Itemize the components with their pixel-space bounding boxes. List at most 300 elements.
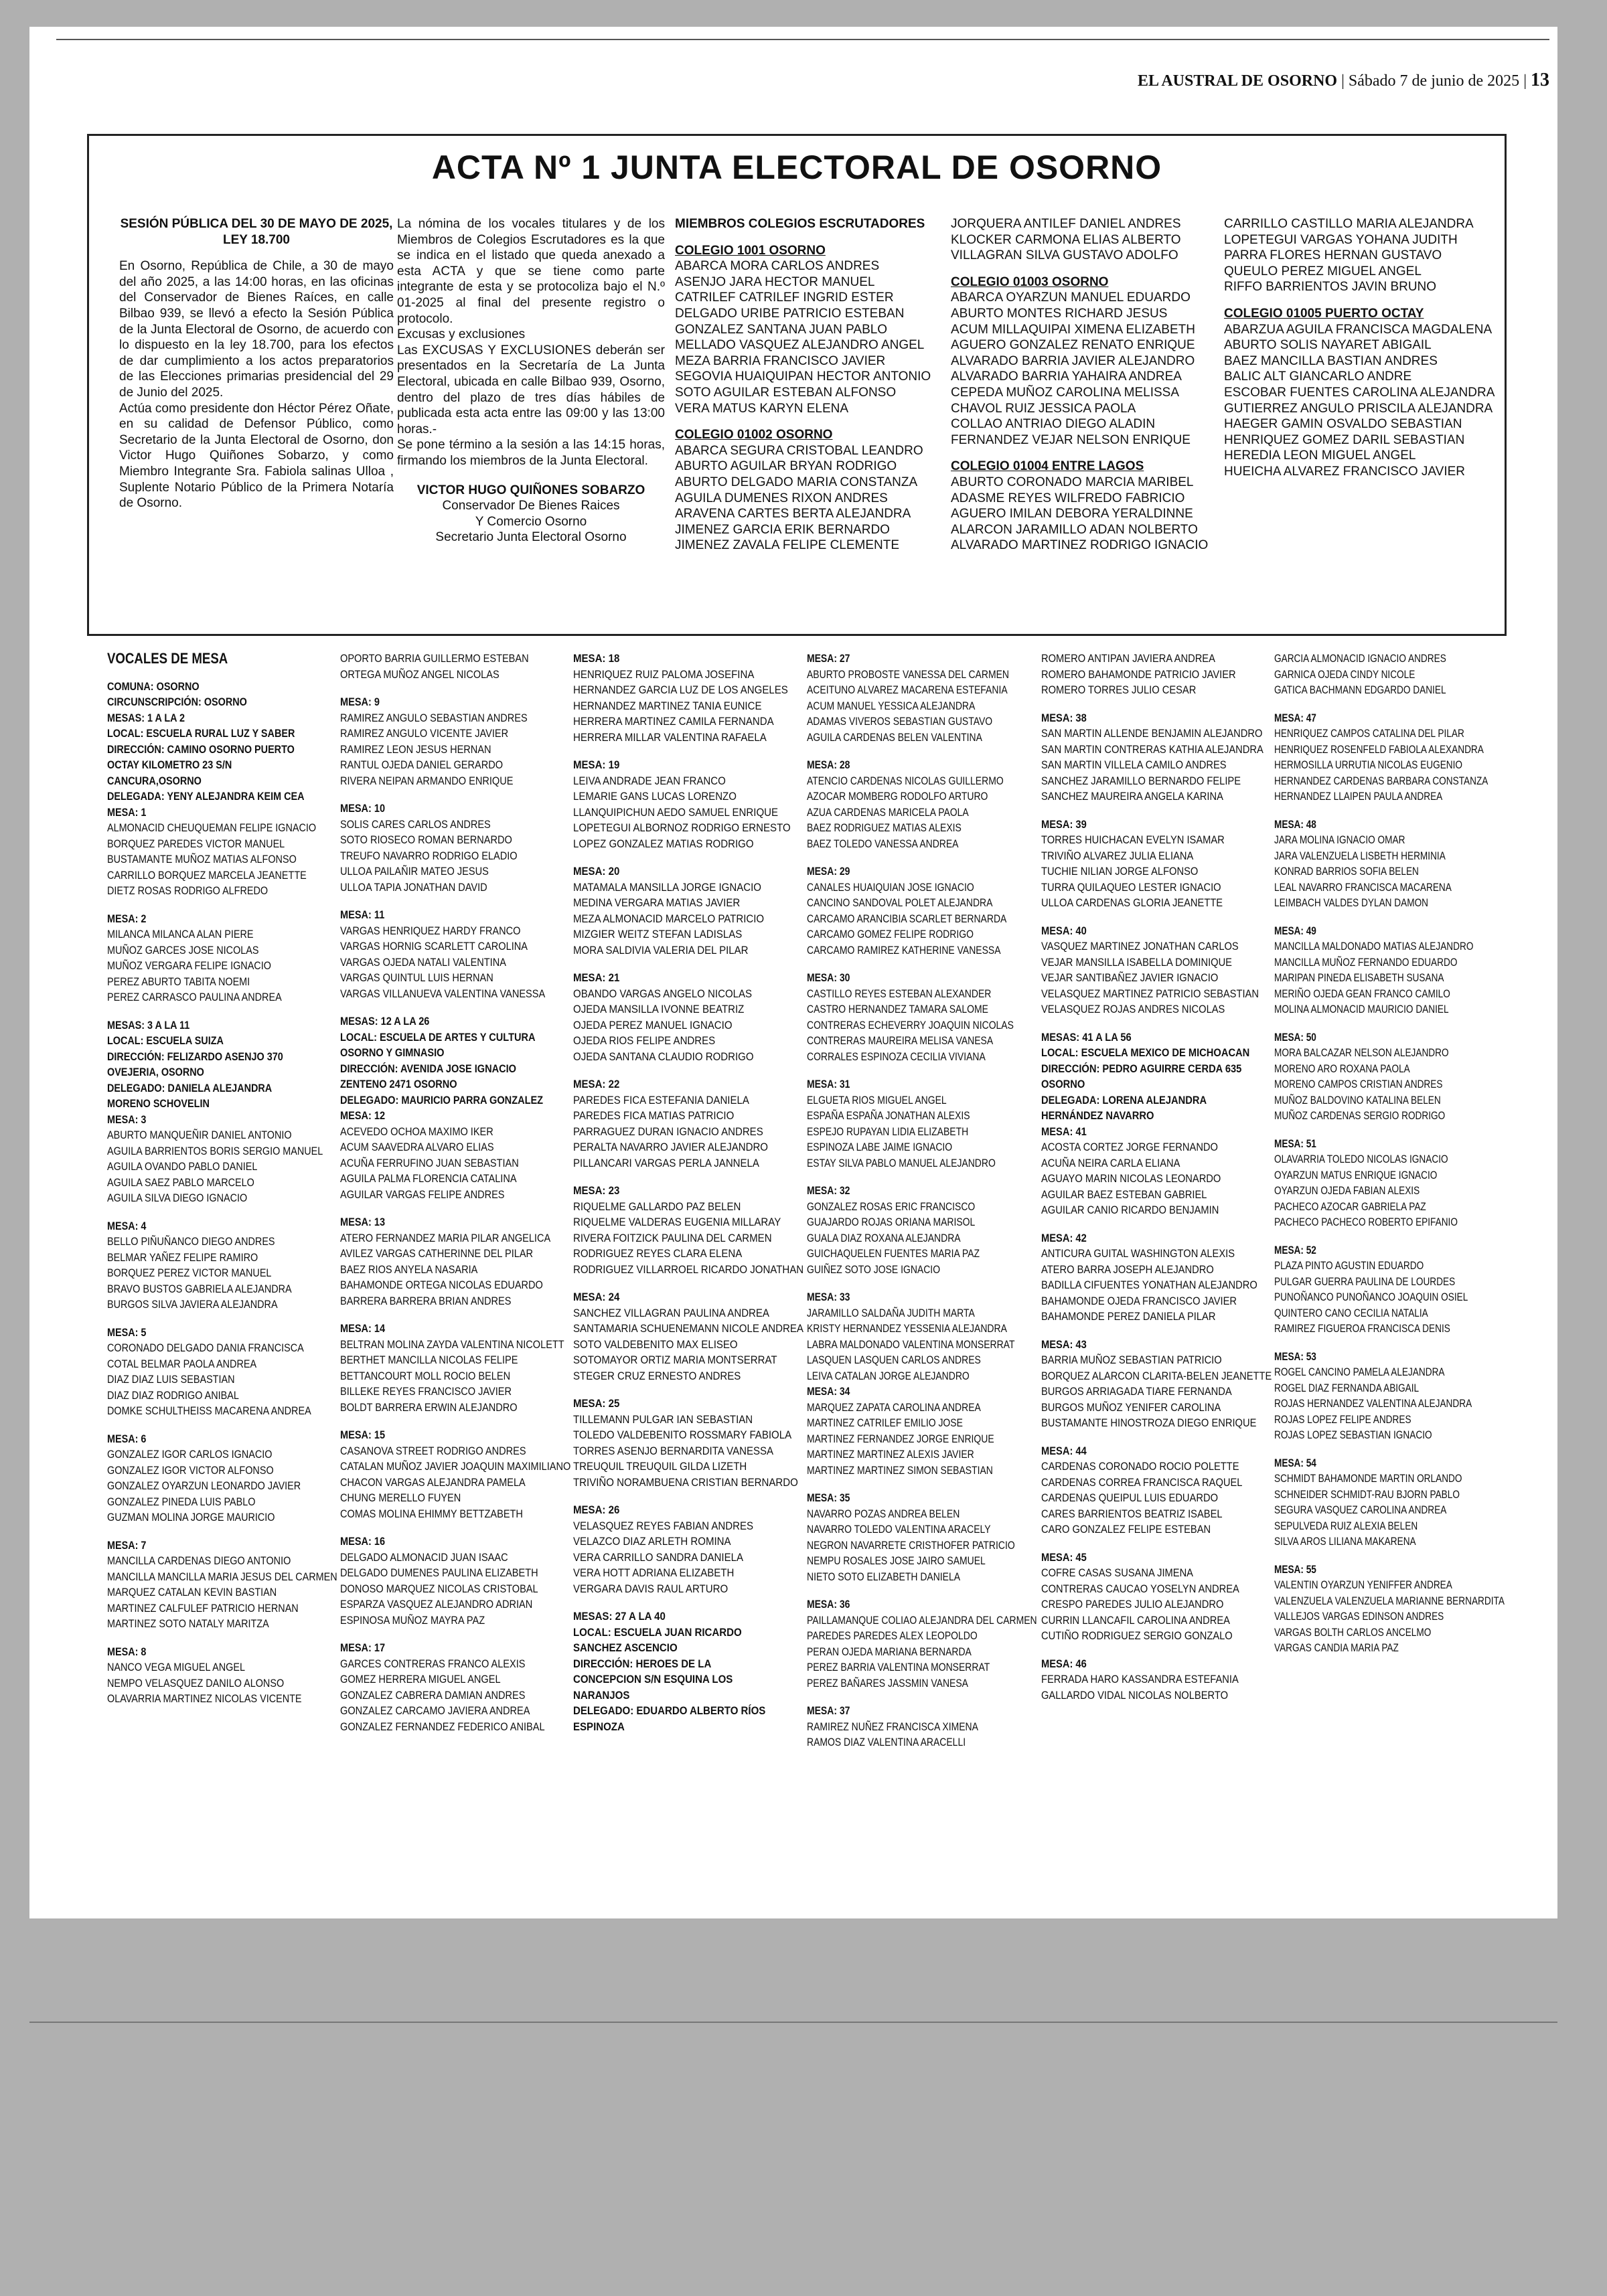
vocal-name: PAREDES PAREDES ALEX LEOPOLDO	[807, 1629, 978, 1642]
mesa-heading: MESA: 40	[1041, 924, 1087, 937]
vocal-name: NANCO VEGA MIGUEL ANGEL	[107, 1661, 245, 1673]
vocal-name: TORRES HUICHACAN EVELYN ISAMAR	[1041, 833, 1225, 846]
vocal-name: SAN MARTIN ALLENDE BENJAMIN ALEJANDRO	[1041, 727, 1263, 740]
vocal-name: ROJAS LOPEZ SEBASTIAN IGNACIO	[1274, 1428, 1432, 1441]
vocal-name: LEIMBACH VALDES DYLAN DAMON	[1274, 896, 1429, 909]
colegio-01004-list	[951, 475, 1225, 554]
mesa-heading: MESA: 36	[807, 1598, 850, 1611]
vocal-name: SANTAMARIA SCHUENEMANN NICOLE ANDREA	[573, 1322, 804, 1335]
vocal-name: ESPARZA VASQUEZ ALEJANDRO ADRIAN	[340, 1598, 533, 1611]
vocal-name: AGUAYO MARIN NICOLAS LEONARDO	[1041, 1172, 1221, 1185]
vocal-name: LASQUEN LASQUEN CARLOS ANDRES	[807, 1354, 981, 1366]
vocal-name: BOLDT BARRERA ERWIN ALEJANDRO	[340, 1400, 518, 1414]
colegio-01003-heading: COLEGIO 01003 OSORNO	[951, 274, 1109, 289]
member-name: ADASME REYES WILFREDO FABRICIO	[951, 491, 1185, 505]
vocal-name: DIAZ DIAZ LUIS SEBASTIAN	[107, 1373, 235, 1386]
member-name: ARAVENA CARTES BERTA ALEJANDRA	[675, 507, 911, 521]
member-name: QUEULO PEREZ MIGUEL ANGEL	[1224, 264, 1422, 278]
colegio-1001-list	[675, 258, 943, 416]
colegio-01005-list	[1224, 322, 1499, 480]
vocal-name: NAVARRO TOLEDO VALENTINA ARACELY	[807, 1523, 991, 1536]
acta-column-colegios-1	[675, 216, 943, 554]
vocales-column-3	[573, 651, 804, 1734]
vocal-name: PILLANCARI VARGAS PERLA JANNELA	[573, 1156, 759, 1169]
vocal-name: OJEDA MANSILLA IVONNE BEATRIZ	[573, 1003, 745, 1015]
colegio-01002-list	[675, 443, 943, 554]
direccion-label: DIRECCIÓN: CAMINO OSORNO PUERTO OCTAY KILOMETRO 23 S/N CANCURA,OSORNO	[107, 742, 295, 787]
vocal-name: BAEZ TOLEDO VANESSA ANDREA	[807, 837, 959, 850]
vocal-name: HERMOSILLA URRUTIA NICOLAS EUGENIO	[1274, 758, 1463, 771]
vocal-name: BARRERA BARRERA BRIAN ANDRES	[340, 1294, 512, 1307]
vocal-name: GONZALEZ OYARZUN LEONARDO JAVIER	[107, 1479, 301, 1492]
colegio-01005-heading: COLEGIO 01005 PUERTO OCTAY	[1224, 306, 1424, 321]
vocal-name: ORTEGA MUÑOZ ANGEL NICOLAS	[340, 667, 500, 681]
member-name: JIMENEZ ZAVALA FELIPE CLEMENTE	[675, 538, 900, 553]
vocal-name: ADAMAS VIVEROS SEBASTIAN GUSTAVO	[807, 715, 993, 728]
vocal-name: NEMPU ROSALES JOSE JAIRO SAMUEL	[807, 1554, 986, 1567]
member-name: AGUILA DUMENES RIXON ANDRES	[675, 491, 888, 505]
vocal-name: GONZALEZ FERNANDEZ FEDERICO ANIBAL	[340, 1720, 545, 1733]
vocal-name: MARTINEZ MARTINEZ SIMON SEBASTIAN	[807, 1463, 993, 1477]
vocal-name: OPORTO BARRIA GUILLERMO ESTEBAN	[340, 652, 529, 665]
mesa-heading: MESA: 42	[1041, 1231, 1087, 1244]
vocal-name: MANCILLA MALDONADO MATIAS ALEJANDRO	[1274, 940, 1474, 953]
mesa-heading: MESA: 19	[573, 758, 620, 771]
circunscripcion-label: CIRCUNSCRIPCIÓN: OSORNO	[107, 695, 247, 708]
vocal-name: RIVERA FOITZICK PAULINA DEL CARMEN	[573, 1231, 772, 1244]
vocal-name: CASANOVA STREET RODRIGO ANDRES	[340, 1444, 526, 1457]
vocal-name: ROMERO ANTIPAN JAVIERA ANDREA	[1041, 652, 1215, 665]
vocal-name: TREUQUIL TREUQUIL GILDA LIZETH	[573, 1460, 747, 1473]
vocal-name: BARRIA MUÑOZ SEBASTIAN PATRICIO	[1041, 1354, 1222, 1366]
vocal-name: MEDINA VERGARA MATIAS JAVIER	[573, 896, 741, 909]
bottom-rule	[29, 2022, 1557, 2023]
vocal-name: MARQUEZ ZAPATA CAROLINA ANDREA	[807, 1400, 981, 1414]
vocal-name: BURGOS SILVA JAVIERA ALEJANDRA	[107, 1298, 278, 1311]
vocal-name: SANCHEZ MAUREIRA ANGELA KARINA	[1041, 790, 1223, 803]
vocal-name: PULGAR GUERRA PAULINA DE LOURDES	[1274, 1275, 1456, 1288]
mesa-heading: MESA: 11	[340, 908, 385, 921]
mesa-heading: MESA: 17	[340, 1641, 386, 1654]
vocal-name: TUCHIE NILIAN JORGE ALFONSO	[1041, 865, 1199, 878]
vocal-name: BUSTAMANTE MUÑOZ MATIAS ALFONSO	[107, 853, 297, 866]
vocal-name: CARCAMO ARANCIBIA SCARLET BERNARDA	[807, 912, 1007, 925]
vocal-name: GARCIA ALMONACID IGNACIO ANDRES	[1274, 652, 1446, 665]
vocales-column-5	[1041, 651, 1272, 1703]
vocal-name: ACEITUNO ALVAREZ MACARENA ESTEFANIA	[807, 683, 1008, 696]
vocal-name: LEIVA CATALAN JORGE ALEJANDRO	[807, 1369, 970, 1382]
acta-paragraph-2: Actúa como presidente don Héctor Pérez Oñate, en su calidad de Defensor Público, como Secretario de la Junta Electoral de Osorno, don Victor Hugo Quiñones Sobarzo, y como Miembro Integrante Sra. Fabiola salinas Ulloa , Suplente Notario Público de la Primera Notaría de Osorno.	[119, 401, 394, 511]
vocal-name: OYARZUN OJEDA FABIAN ALEXIS	[1274, 1184, 1420, 1197]
vocal-name: MUÑOZ CARDENAS SERGIO RODRIGO	[1274, 1109, 1446, 1122]
vocal-name: ACUM SAAVEDRA ALVARO ELIAS	[340, 1141, 494, 1153]
mesa-heading: MESA: 2	[107, 912, 147, 925]
vocal-name: VERA CARRILLO SANDRA DANIELA	[573, 1550, 743, 1564]
member-name: ABARCA OYARZUN MANUEL EDUARDO	[951, 291, 1191, 305]
vocal-name: CONTRERAS CAUCAO YOSELYN ANDREA	[1041, 1582, 1239, 1595]
vocal-name: RIQUELME GALLARDO PAZ BELEN	[573, 1200, 741, 1213]
vocal-name: GARNICA OJEDA CINDY NICOLE	[1274, 667, 1415, 681]
mesa-heading: MESA: 55	[1274, 1562, 1316, 1576]
vocal-name: SEGURA VASQUEZ CAROLINA ANDREA	[1274, 1503, 1447, 1516]
colegio-1001-heading: COLEGIO 1001 OSORNO	[675, 243, 826, 258]
mesa-heading: MESA: 22	[573, 1078, 620, 1090]
vocal-name: BAEZ RODRIGUEZ MATIAS ALEXIS	[807, 821, 962, 834]
vocal-name: GUZMAN MOLINA JORGE MAURICIO	[107, 1511, 275, 1524]
signature-name: VICTOR HUGO QUIÑONES SOBARZO	[416, 483, 645, 497]
vocal-name: RIQUELME VALDERAS EUGENIA MILLARAY	[573, 1216, 781, 1228]
vocal-name: SCHNEIDER SCHMIDT-RAU BJORN PABLO	[1274, 1487, 1460, 1501]
vocal-name: NIETO SOTO ELIZABETH DANIELA	[807, 1570, 961, 1583]
vocal-name: FERRADA HARO KASSANDRA ESTEFANIA	[1041, 1673, 1239, 1686]
vocal-name: RODRIGUEZ VILLARROEL RICARDO JONATHAN	[573, 1262, 804, 1276]
vocal-name: SAN MARTIN VILLELA CAMILO ANDRES	[1041, 758, 1227, 771]
member-name: HEREDIA LEON MIGUEL ANGEL	[1224, 448, 1416, 463]
vocal-name: MIZGIER WEITZ STEFAN LADISLAS	[573, 928, 743, 940]
vocal-name: VERA HOTT ADRIANA ELIZABETH	[573, 1566, 735, 1579]
vocal-name: ACEVEDO OCHOA MAXIMO IKER	[340, 1125, 493, 1138]
vocal-name: AGUILAR CANIO RICARDO BENJAMIN	[1041, 1204, 1219, 1216]
vocal-name: ULLOA PAILAÑIR MATEO JESUS	[340, 865, 489, 878]
vocal-name: LOPETEGUI ALBORNOZ RODRIGO ERNESTO	[573, 821, 791, 834]
member-name: SEGOVIA HUAIQUIPAN HECTOR ANTONIO	[675, 370, 931, 384]
mesa-heading: MESA: 52	[1274, 1243, 1316, 1256]
vocal-name: VARGAS OJEDA NATALI VALENTINA	[340, 955, 506, 969]
vocal-name: GONZALEZ CABRERA DAMIAN ANDRES	[340, 1688, 526, 1702]
vocal-name: LABRA MALDONADO VALENTINA MONSERRAT	[807, 1337, 1015, 1351]
vocal-name: MATAMALA MANSILLA JORGE IGNACIO	[573, 880, 761, 894]
vocal-name: ULLOA CARDENAS GLORIA JEANETTE	[1041, 896, 1223, 909]
acta-paragraph-3: La nómina de los vocales titulares y de los Miembros de Colegios Escrutadores es la que se indica en el listado que queda anexado a esta ACTA y que se tiene como parte integrante de esta y se protocoliza bajo el N.º 01-2025 al final del presente registro o protocolo.	[397, 217, 665, 326]
vocal-name: VARGAS CANDIA MARIA PAZ	[1274, 1641, 1399, 1654]
vocal-name: GONZALEZ IGOR VICTOR ALFONSO	[107, 1463, 274, 1477]
vocal-name: ULLOA TAPIA JONATHAN DAVID	[340, 880, 487, 894]
vocal-name: KONRAD BARRIOS SOFIA BELEN	[1274, 865, 1419, 878]
vocal-name: STEGER CRUZ ERNESTO ANDRES	[573, 1369, 741, 1382]
member-name: CHAVOL RUIZ JESSICA PAOLA	[951, 401, 1136, 416]
vocal-name: CURRIN LLANCAFIL CAROLINA ANDREA	[1041, 1613, 1230, 1627]
mesa-heading: MESA: 27	[807, 652, 850, 665]
member-name: HAEGER GAMIN OSVALDO SEBASTIAN	[1224, 417, 1462, 432]
vocal-name: ROMERO TORRES JULIO CESAR	[1041, 683, 1197, 696]
vocal-name: TILLEMANN PULGAR IAN SEBASTIAN	[573, 1412, 753, 1426]
delegado-label: DELEGADA: LORENA ALEJANDRA HERNÁNDEZ NAVARRO	[1041, 1093, 1207, 1122]
vocal-name: MANCILLA CARDENAS DIEGO ANTONIO	[107, 1554, 291, 1567]
vocal-name: RIVERA NEIPAN ARMANDO ENRIQUE	[340, 774, 514, 787]
vocal-name: VARGAS BOLTH CARLOS ANCELMO	[1274, 1625, 1432, 1639]
vocal-name: LLANQUIPICHUN AEDO SAMUEL ENRIQUE	[573, 805, 779, 819]
members-title: MIEMBROS COLEGIOS ESCRUTADORES	[675, 217, 925, 231]
vocal-name: ATENCIO CARDENAS NICOLAS GUILLERMO	[807, 774, 1004, 787]
member-name: ALVARADO BARRIA YAHAIRA ANDREA	[951, 370, 1182, 384]
vocal-name: SEPULVEDA RUIZ ALEXIA BELEN	[1274, 1519, 1418, 1532]
vocal-name: ALMONACID CHEUQUEMAN FELIPE IGNACIO	[107, 821, 317, 834]
vocal-name: GONZALEZ ROSAS ERIC FRANCISCO	[807, 1200, 976, 1213]
vocal-name: ROJAS LOPEZ FELIPE ANDRES	[1274, 1412, 1411, 1426]
vocal-name: MOLINA ALMONACID MAURICIO DANIEL	[1274, 1003, 1449, 1015]
mesa-heading: MESA: 28	[807, 758, 850, 771]
mesa-heading: MESA: 44	[1041, 1444, 1087, 1457]
vocal-name: VARGAS HORNIG SCARLETT CAROLINA	[340, 940, 528, 953]
vocal-name: PAREDES FICA MATIAS PATRICIO	[573, 1109, 735, 1122]
member-name: GUTIERREZ ANGULO PRISCILA ALEJANDRA	[1224, 401, 1493, 416]
vocal-name: MARTINEZ CALFULEF PATRICIO HERNAN	[107, 1601, 299, 1615]
mesa-heading: MESA: 49	[1274, 924, 1316, 937]
vocal-name: MEZA ALMONACID MARCELO PATRICIO	[573, 912, 765, 925]
mesa-heading: MESA: 14	[340, 1322, 386, 1335]
vocal-name: RODRIGUEZ REYES CLARA ELENA	[573, 1247, 743, 1260]
mesa-heading: MESA: 53	[1274, 1349, 1316, 1363]
mesa-heading: MESA: 41	[1041, 1125, 1087, 1138]
direccion-label: DIRECCIÓN: AVENIDA JOSE IGNACIO ZENTENO 2471 OSORNO	[340, 1062, 516, 1090]
vocal-name: CARES BARRIENTOS BEATRIZ ISABEL	[1041, 1507, 1223, 1520]
member-name: AGUERO IMILAN DEBORA YERALDINNE	[951, 507, 1193, 521]
mesas-range: MESAS: 1 A LA 2	[107, 711, 185, 724]
member-name: VERA MATUS KARYN ELENA	[675, 401, 849, 416]
vocal-name: HENRIQUEZ ROSENFELD FABIOLA ALEXANDRA	[1274, 742, 1484, 756]
member-name: ALARCON JARAMILLO ADAN NOLBERTO	[951, 522, 1198, 537]
delegado-label: DELEGADO: MAURICIO PARRA GONZALEZ	[340, 1093, 544, 1106]
mesa-heading: MESA: 9	[340, 695, 380, 708]
mesas-range: MESAS: 41 A LA 56	[1041, 1030, 1132, 1044]
vocal-name: ROJAS HERNANDEZ VALENTINA ALEJANDRA	[1274, 1397, 1472, 1410]
vocal-name: MORENO CAMPOS CRISTIAN ANDRES	[1274, 1078, 1443, 1090]
vocal-name: BURGOS ARRIAGADA TIARE FERNANDA	[1041, 1385, 1232, 1398]
vocal-name: OJEDA PEREZ MANUEL IGNACIO	[573, 1018, 733, 1032]
vocal-name: CARCAMO GOMEZ FELIPE RODRIGO	[807, 928, 974, 940]
member-name: GONZALEZ SANTANA JUAN PABLO	[675, 322, 888, 337]
vocal-name: ABURTO PROBOSTE VANESSA DEL CARMEN	[807, 667, 1009, 681]
member-name: ESCOBAR FUENTES CAROLINA ALEJANDRA	[1224, 385, 1495, 400]
acta-column-colegios-3	[1224, 216, 1499, 480]
vocales-column-1	[107, 650, 337, 1707]
vocal-name: TURRA QUILAQUEO LESTER IGNACIO	[1041, 880, 1221, 894]
vocal-name: PERAN OJEDA MARIANA BERNARDA	[807, 1645, 972, 1658]
vocal-name: ESTAY SILVA PABLO MANUEL ALEJANDRO	[807, 1156, 996, 1169]
vocal-name: SILVA AROS LILIANA MAKARENA	[1274, 1535, 1416, 1548]
vocal-name: CRESPO PAREDES JULIO ALEJANDRO	[1041, 1598, 1224, 1611]
vocal-name: DELGADO ALMONACID JUAN ISAAC	[340, 1550, 508, 1564]
vocal-name: AGUILA CARDENAS BELEN VALENTINA	[807, 730, 982, 744]
mesa-heading: MESA: 18	[573, 652, 620, 665]
publication-date: Sábado 7 de junio de 2025	[1348, 72, 1520, 90]
vocal-name: NEGRON NAVARRETE CRISTHOFER PATRICIO	[807, 1538, 1015, 1552]
vocales-title: VOCALES DE MESA	[107, 650, 228, 667]
member-name: COLLAO ANTRIAO DIEGO ALADIN	[951, 417, 1156, 432]
member-name: KLOCKER CARMONA ELIAS ALBERTO	[951, 232, 1181, 247]
mesa-heading: MESA: 38	[1041, 711, 1087, 724]
vocal-name: ROGEL CANCINO PAMELA ALEJANDRA	[1274, 1366, 1445, 1378]
mesa-heading: MESA: 45	[1041, 1550, 1087, 1564]
vocal-name: MERIÑO OJEDA GEAN FRANCO CAMILO	[1274, 987, 1450, 1000]
vocal-name: OJEDA RIOS FELIPE ANDRES	[573, 1034, 716, 1047]
mesa-heading: MESA: 37	[807, 1704, 850, 1717]
vocal-name: VELASQUEZ ROJAS ANDRES NICOLAS	[1041, 1003, 1225, 1015]
vocal-name: DELGADO DUMENES PAULINA ELIZABETH	[340, 1566, 538, 1579]
acta-paragraph-4: Excusas y exclusiones	[397, 327, 526, 342]
vocal-name: OJEDA SANTANA CLAUDIO RODRIGO	[573, 1050, 754, 1063]
member-name: JORQUERA ANTILEF DANIEL ANDRES	[951, 217, 1181, 231]
vocal-name: ROGEL DIAZ FERNANDA ABIGAIL	[1274, 1381, 1420, 1394]
vocal-name: GONZALEZ PINEDA LUIS PABLO	[107, 1495, 256, 1508]
vocal-name: KRISTY HERNANDEZ YESSENIA ALEJANDRA	[807, 1322, 1007, 1335]
member-name: ABARZUA AGUILA FRANCISCA MAGDALENA	[1224, 322, 1493, 337]
vocal-name: GALLARDO VIDAL NICOLAS NOLBERTO	[1041, 1688, 1229, 1702]
mesa-heading: MESA: 50	[1274, 1030, 1316, 1044]
vocal-name: DONOSO MARQUEZ NICOLAS CRISTOBAL	[340, 1582, 538, 1595]
vocal-name: RAMIREZ NUÑEZ FRANCISCA XIMENA	[807, 1720, 978, 1733]
vocales-column-6	[1274, 651, 1505, 1656]
signature-line-1: Conservador De Bienes Raices	[442, 499, 620, 513]
vocal-name: BADILLA CIFUENTES YONATHAN ALEJANDRO	[1041, 1279, 1257, 1291]
vocal-name: NEMPO VELASQUEZ DANILO ALONSO	[107, 1676, 285, 1690]
vocal-name: VEJAR SANTIBAÑEZ JAVIER IGNACIO	[1041, 971, 1219, 984]
vocal-name: COFRE CASAS SUSANA JIMENA	[1041, 1566, 1193, 1579]
local-label: LOCAL: ESCUELA RURAL LUZ Y SABER	[107, 727, 295, 740]
member-name: ABURTO SOLIS NAYARET ABIGAIL	[1224, 338, 1432, 353]
mesa-heading: MESA: 13	[340, 1216, 386, 1228]
signature-line-2: Y Comercio Osorno	[475, 514, 587, 529]
vocal-name: DOMKE SCHULTHEISS MACARENA ANDREA	[107, 1404, 311, 1417]
vocal-name: ACUÑA NEIRA CARLA ELIANA	[1041, 1156, 1180, 1169]
mesa-heading: MESA: 1	[107, 805, 147, 819]
vocal-name: VALENZUELA VALENZUELA MARIANNE BERNARDITA	[1274, 1594, 1505, 1607]
mesas-range: MESAS: 12 A LA 26	[340, 1015, 430, 1028]
member-name: ACUM MILLAQUIPAI XIMENA ELIZABETH	[951, 322, 1195, 337]
vocal-name: TREUFO NAVARRO RODRIGO ELADIO	[340, 849, 518, 862]
vocal-name: ESPAÑA ESPAÑA JONATHAN ALEXIS	[807, 1109, 970, 1122]
vocal-name: OLAVARRIA TOLEDO NICOLAS IGNACIO	[1274, 1153, 1448, 1165]
page-header: EL AUSTRAL DE OSORNO | Sábado 7 de junio de 2025 | 13	[1137, 70, 1549, 90]
mesa-heading: MESA: 30	[807, 971, 850, 984]
mesa-heading: MESA: 24	[573, 1291, 620, 1303]
member-name: SOTO AGUILAR ESTEBAN ALFONSO	[675, 385, 897, 400]
vocal-name: VALLEJOS VARGAS EDINSON ANDRES	[1274, 1610, 1444, 1623]
member-name: MEZA BARRIA FRANCISCO JAVIER	[675, 353, 886, 368]
member-name: ABARCA MORA CARLOS ANDRES	[675, 259, 880, 274]
vocal-name: GUICHAQUELEN FUENTES MARIA PAZ	[807, 1247, 980, 1260]
vocal-name: VELASQUEZ MARTINEZ PATRICIO SEBASTIAN	[1041, 987, 1259, 1000]
vocal-name: MUÑOZ BALDOVINO KATALINA BELEN	[1274, 1093, 1441, 1106]
member-name: CEPEDA MUÑOZ CAROLINA MELISSA	[951, 385, 1180, 400]
colegio-01004-heading: COLEGIO 01004 ENTRE LAGOS	[951, 459, 1144, 474]
vocal-name: CARRILLO BORQUEZ MARCELA JEANETTE	[107, 868, 307, 882]
vocal-name: VARGAS HENRIQUEZ HARDY FRANCO	[340, 924, 521, 937]
vocal-name: PEREZ ABURTO TABITA NOEMI	[107, 975, 250, 988]
vocal-name: GONZALEZ CARCAMO JAVIERA ANDREA	[340, 1704, 530, 1717]
vocal-name: MORENO ARO ROXANA PAOLA	[1274, 1062, 1410, 1075]
vocal-name: GOMEZ HERRERA MIGUEL ANGEL	[340, 1673, 501, 1686]
vocal-name: CARDENAS CORONADO ROCIO POLETTE	[1041, 1460, 1239, 1473]
vocal-name: CARCAMO RAMIREZ KATHERINE VANESSA	[807, 943, 1001, 957]
vocal-name: GATICA BACHMANN EDGARDO DANIEL	[1274, 683, 1446, 696]
vocal-name: JARAMILLO SALDAÑA JUDITH MARTA	[807, 1306, 975, 1319]
vocal-name: MARTINEZ MARTINEZ ALEXIS JAVIER	[807, 1448, 974, 1461]
delegado-label: DELEGADO: DANIELA ALEJANDRA MORENO SCHOVELIN	[107, 1081, 272, 1110]
vocal-name: ANTICURA GUITAL WASHINGTON ALEXIS	[1041, 1247, 1235, 1260]
top-rule	[56, 39, 1549, 40]
mesa-heading: MESA: 4	[107, 1219, 147, 1232]
vocal-name: BILLEKE REYES FRANCISCO JAVIER	[340, 1385, 512, 1398]
vocal-name: HERNANDEZ MARTINEZ TANIA EUNICE	[573, 699, 762, 712]
vocal-name: BUSTAMANTE HINOSTROZA DIEGO ENRIQUE	[1041, 1416, 1257, 1429]
colegio-01002-heading: COLEGIO 01002 OSORNO	[675, 428, 833, 442]
vocal-name: CORONADO DELGADO DANIA FRANCISCA	[107, 1341, 304, 1354]
member-name: JIMENEZ GARCIA ERIK BERNARDO	[675, 522, 890, 537]
mesa-heading: MESA: 6	[107, 1432, 147, 1445]
vocal-name: GUIÑEZ SOTO JOSE IGNACIO	[807, 1262, 941, 1276]
vocal-name: AZUA CARDENAS MARICELA PAOLA	[807, 805, 969, 819]
vocal-name: SOTO VALDEBENITO MAX ELISEO	[573, 1337, 738, 1351]
vocal-name: AGUILA BARRIENTOS BORIS SERGIO MANUEL	[107, 1144, 323, 1157]
vocal-name: JARA MOLINA IGNACIO OMAR	[1274, 833, 1405, 846]
vocal-name: MARTINEZ CATRILEF EMILIO JOSE	[807, 1416, 963, 1429]
member-name: LOPETEGUI VARGAS YOHANA JUDITH	[1224, 232, 1458, 247]
vocal-name: ESPINOSA MUÑOZ MAYRA PAZ	[340, 1613, 485, 1627]
vocal-name: CHUNG MERELLO FUYEN	[340, 1491, 461, 1504]
vocal-name: MANCILLA MANCILLA MARIA JESUS DEL CARMEN	[107, 1570, 337, 1583]
vocal-name: CANALES HUAIQUIAN JOSE IGNACIO	[807, 880, 974, 894]
local-label: LOCAL: ESCUELA MEXICO DE MICHOACAN	[1041, 1046, 1250, 1059]
vocal-name: MORA BALCAZAR NELSON ALEJANDRO	[1274, 1046, 1449, 1059]
vocal-name: CONTRERAS ECHEVERRY JOAQUIN NICOLAS	[807, 1018, 1014, 1032]
vocal-name: BORQUEZ ALARCON CLARITA-BELEN JEANETTE	[1041, 1369, 1272, 1382]
vocal-name: TORRES ASENJO BERNARDITA VANESSA	[573, 1444, 774, 1457]
vocal-name: PAILLAMANQUE COLIAO ALEJANDRA DEL CARMEN	[807, 1613, 1037, 1627]
vocal-name: ESPINOZA LABE JAIME IGNACIO	[807, 1141, 953, 1153]
member-name: ABURTO AGUILAR BRYAN RODRIGO	[675, 459, 897, 474]
member-name: BAEZ MANCILLA BASTIAN ANDRES	[1224, 353, 1438, 368]
vocal-name: AGUILA OVANDO PABLO DANIEL	[107, 1160, 258, 1173]
vocal-name: CANCINO SANDOVAL POLET ALEJANDRA	[807, 896, 993, 909]
vocal-name: BORQUEZ PAREDES VICTOR MANUEL	[107, 837, 285, 850]
vocal-name: CONTRERAS MAUREIRA MELISA VANESA	[807, 1034, 994, 1047]
vocal-name: NAVARRO POZAS ANDREA BELEN	[807, 1507, 960, 1520]
mesa-heading: MESA: 15	[340, 1428, 386, 1441]
vocal-name: DIETZ ROSAS RODRIGO ALFREDO	[107, 884, 269, 897]
direccion-label: DIRECCIÓN: PEDRO AGUIRRE CERDA 635 OSORNO	[1041, 1062, 1242, 1090]
vocal-name: VARGAS VILLANUEVA VALENTINA VANESSA	[340, 987, 546, 1000]
vocal-name: MILANCA MILANCA ALAN PIERE	[107, 928, 254, 940]
vocal-name: VERGARA DAVIS RAUL ARTURO	[573, 1582, 729, 1595]
mesa-heading: MESA: 10	[340, 802, 386, 815]
member-name: ALVARADO BARRIA JAVIER ALEJANDRO	[951, 353, 1195, 368]
colegio-01004-list-continued	[1224, 216, 1499, 295]
vocal-name: ATERO BARRA JOSEPH ALEJANDRO	[1041, 1262, 1214, 1276]
vocal-name: CASTRO HERNANDEZ TAMARA SALOME	[807, 1003, 988, 1015]
vocales-column-4	[807, 651, 1037, 1750]
mesa-heading: MESA: 26	[573, 1503, 620, 1516]
member-name: HUEICHA ALVAREZ FRANCISCO JAVIER	[1224, 464, 1466, 479]
vocal-name: MARQUEZ CATALAN KEVIN BASTIAN	[107, 1586, 277, 1598]
mesa-heading: MESA: 8	[107, 1645, 147, 1658]
vocal-name: AGUILA SAEZ PABLO MARCELO	[107, 1175, 254, 1189]
vocal-name: ROMERO BAHAMONDE PATRICIO JAVIER	[1041, 667, 1236, 681]
mesa-heading: MESA: 20	[573, 865, 620, 878]
vocal-name: CASTILLO REYES ESTEBAN ALEXANDER	[807, 987, 992, 1000]
member-name: CATRILEF CATRILEF INGRID ESTER	[675, 291, 894, 305]
member-name: AGUERO GONZALEZ RENATO ENRIQUE	[951, 338, 1195, 353]
vocal-name: PEREZ BAÑARES JASSMIN VANESA	[807, 1676, 968, 1690]
member-name: HENRIQUEZ GOMEZ DARIL SEBASTIAN	[1224, 432, 1465, 447]
delegado-label: DELEGADO: EDUARDO ALBERTO RÍOS ESPINOZA	[573, 1704, 766, 1733]
member-name: ABURTO DELGADO MARIA CONSTANZA	[675, 475, 918, 489]
signature-line-3: Secretario Junta Electoral Osorno	[435, 530, 627, 545]
vocal-name: PAREDES FICA ESTEFANIA DANIELA	[573, 1093, 749, 1106]
mesa-heading: MESA: 51	[1274, 1137, 1316, 1150]
vocal-name: ACUM MANUEL YESSICA ALEJANDRA	[807, 699, 976, 712]
acta-column-session	[119, 216, 394, 511]
